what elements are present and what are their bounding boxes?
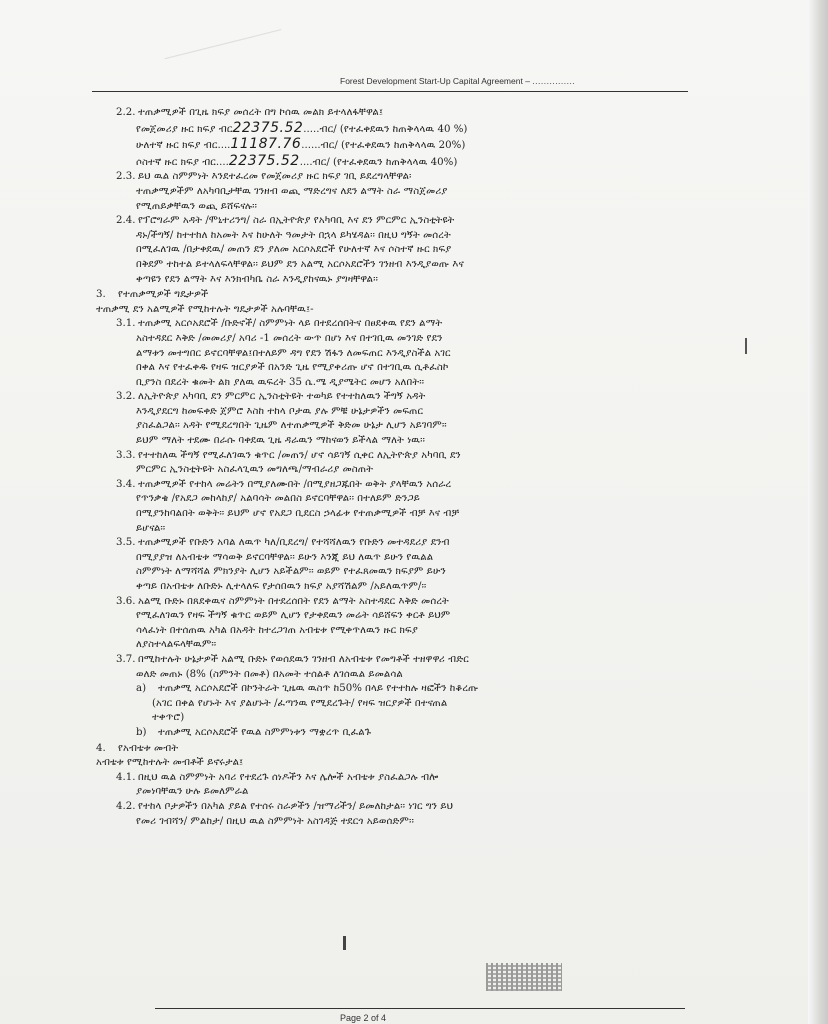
document-line — [96, 653, 686, 668]
line-text: በቀል እና የተፈቀዱ የዛፍ ዝርያዎች በአንድ ጊዜ የሚያቀሪጡ ሆኖ በተገቢዉ ሲቶፈስኮ — [136, 362, 449, 374]
line-text: የፕሮግራም አዳት /ሞኒተሪንግ/ ስራ በኢትዮጵያ የአካባቢ እና ደን ምርምር ኢንስቲትዩት — [138, 215, 455, 227]
line-text: ተጠቃሚዎች በጊዜ ክፍያ መሰረት በግ ኮሰዉ መልክ ይተላለፋቸዋል፤ — [138, 107, 384, 118]
document-line — [96, 815, 686, 830]
document-line — [96, 170, 686, 185]
line-text: ተጠቃሚ ደን አልሚዎች የሚከተሉት ግዴታዎች አሉባቸዉ፤- — [96, 303, 314, 315]
document-line — [96, 229, 686, 244]
clause-number: a) — [136, 683, 147, 695]
clause-number: 3.7. — [116, 653, 136, 665]
line-text: ተጠቃሚዎች የቡድን አባል ለዉጥ ካለ/ቢደረግ/ የተሻሻለዉን የቡድን መተዳደሪያ ደንብ — [138, 537, 450, 549]
margin-mark — [745, 338, 747, 354]
page-number: Page 2 of 4 — [340, 1013, 387, 1023]
line-tail: ....ብር/ (የተፈቀደዉን ከጠቅላላዉ 40%) — [299, 156, 458, 168]
document-line — [96, 361, 686, 376]
document-line — [96, 390, 686, 405]
line-text: ቀጣዩን የደን ልማት እና እንክብካቤ ስራ እንዲያከናዉኑ ያግዛቸዋል፡፡ — [136, 273, 378, 285]
document-line — [96, 580, 686, 595]
clause-number: 3.1. — [116, 318, 136, 330]
clause-number: 2.4. — [116, 215, 136, 227]
document-line — [96, 800, 686, 815]
line-text: ተጠቃሚዎችም ለአካባቢታቸዉ ገንዘብ ወጪ ማድረግና ለደን ልማት ስራ ማስጀመሪያ — [136, 185, 448, 197]
document-line — [96, 565, 686, 580]
clause-number: 3.2. — [116, 391, 136, 403]
clause-number: 3.3. — [116, 449, 136, 461]
line-text: ተጠቃሚ አርሶአደሮች /ቡድኖች/ ስምምነት ላይ በተደረሰበትና በፀደቀዉ የደን ልማት — [138, 318, 443, 330]
header-title: Forest Development Start-Up Capital Agreement – — [340, 76, 530, 86]
document-line — [96, 243, 686, 258]
line-text: ሳላፈነት በተሰጠዉ አካል በአዳት ከተረጋገጠ አብቴቱ የሚቀጥለዉን ዙር ክፍያ — [136, 624, 418, 636]
line-text: የመሪ ገብሻን/ ምልከታ/ በዚህ ዉል ስምምነት አስገዳጅ ተደርጎ አይወሰድም፡፡ — [136, 815, 414, 827]
line-text: ተጠቃሚዎች የተከላ መሬትን በሚያለሙበት /በሚያዘጋጁበት ወቅት ያላቸዉን አሰራረ — [138, 478, 452, 490]
document-line — [96, 742, 686, 757]
document-line — [96, 536, 686, 551]
line-text: በሚያንከባልበት ወቅት፡፡ ይህም ሆኖ የአደጋ ቢደርስ ኃላፊቱ የተጠቃሚዎች ብቻ እና ብቻ — [136, 508, 460, 520]
line-text: ዳኑ/ችግኝ/ ከተተከለ ከአመት እና ከሁለት ዓመታት በኋላ ይካሄዳል፡፡ በዚህ ግኝት መሰረት — [136, 229, 451, 241]
line-text: ለያስተላልፍላቸዉም፡፡ — [136, 639, 217, 651]
line-text: ቢያንስ በደረት ቁመት ልክ ያለዉ ዉፍረት 35 ሴ.ሜ ዲያሜትር መሆን አለበት፡፡ — [136, 376, 425, 388]
document-line — [96, 449, 686, 464]
document-line — [96, 726, 686, 741]
document-line — [96, 463, 686, 478]
line-text: አብቴቱ የሚከተሉት መብቶች ይኖሩታል፤ — [96, 757, 244, 769]
document-line — [96, 756, 686, 771]
clause-number: 3.4. — [116, 478, 136, 490]
document-line — [96, 595, 686, 610]
document-line — [96, 200, 686, 215]
document-line — [96, 121, 686, 138]
header-rule — [92, 91, 688, 92]
handwritten-amount: 22375.52 — [228, 153, 300, 169]
document-line — [96, 154, 686, 171]
line-text: የሚጠይቃቸዉን ወጪ ይሸፍናሉ፡፡ — [136, 200, 257, 212]
line-text: ተጠቃሚ አርሶአደሮች በኮንትራት ጊዜዉ ዉስጥ ከ50% በላይ የተተከሉ ዛፎችን ከቆረጡ — [158, 683, 479, 695]
line-text: የአብቴቱ መብት — [118, 742, 179, 754]
line-text: ሁለተኛ ዙር ክፍያ ብር.... — [136, 140, 231, 152]
line-text: ተቀጥሮ) — [152, 712, 185, 724]
clause-number: 3.5. — [116, 537, 136, 549]
page-fold-shadow — [808, 0, 828, 1024]
line-text: የተተከለዉ ችግኝ የሚፈለገዉን ቁጥር /መጠን/ ሆኖ ሳይገኝ ሲቀር ለኢትዮጵያ አካባቢ ደን — [138, 449, 461, 461]
document-line — [96, 551, 686, 566]
handwritten-amount: 22375.52 — [232, 120, 304, 136]
line-text: ሶስተኛ ዙር ክፍያ ብር.... — [136, 156, 229, 168]
document-line — [96, 434, 686, 449]
clause-number: 3. — [96, 289, 106, 301]
line-text: በሚከተሉት ሁኔታዎች አልሚ ቡድኑ የወሰደዉን ገንዘብ ለአብቴቱ የመግቶች ተዘዋዋሪ ብድር — [138, 653, 469, 665]
line-tail: .....ብር/ (የተፈቀደዉን ከጠቅላላዉ 40 %) — [303, 123, 468, 135]
line-text: የተጠቃሚዎች ግዴታዎች — [118, 289, 209, 301]
document-line — [96, 288, 686, 303]
document-line — [96, 697, 686, 712]
line-text: በዚህ ዉል ስምምነት አባሪ የተደረጉ ሰነዶችን እና ሌሎች አብቴቱ ያስፈልጋሉ ብሎ — [138, 771, 439, 783]
line-text: አስተዳደር እቅድ /መመሪያ/ አባሪ -1 መሰረት ውጥ በሆነ እና በተገቢዉ መንገድ የደን — [136, 332, 443, 344]
line-text: ያመነባቸዉን ሁሉ ይመለምራል — [136, 786, 249, 798]
clause-number: b) — [136, 726, 147, 738]
line-tail: ......ብር/ (የተፈቀደዉን ከጠቅላላዉ 20%) — [301, 140, 466, 152]
document-body — [96, 106, 686, 829]
document-line — [96, 492, 686, 507]
scan-mark — [343, 936, 346, 950]
line-text: የመጀመሪያ ዙር ክፍያ ብር — [136, 123, 233, 135]
document-line — [96, 624, 686, 639]
document-line — [96, 785, 686, 800]
document-line — [96, 332, 686, 347]
footer-rule — [155, 1008, 685, 1009]
line-text: ተጠቃሚ አርሶአደሮች የዉል ስምምነቱን ማቋረጥ ቢፈልጉ — [158, 726, 372, 738]
line-text: ይህም ማለት ተደሙ በራሱ ባቀደዉ ጊዜ ዳራዉን ማከናወን ይችላል ማለት ነዉ፡፡ — [136, 435, 425, 447]
header-dots: ............... — [532, 76, 576, 86]
document-line — [96, 106, 686, 121]
line-text: ይሆናል፡፡ — [136, 522, 166, 534]
document-line — [96, 185, 686, 200]
document-line — [96, 214, 686, 229]
document-line — [96, 668, 686, 683]
line-text: ልማቱን መተግበር ይኖርባቸዋል፤በተለይም ዳግ የደን ሽፋን ለመፍጠር እንዲያስችል አገር — [136, 347, 451, 359]
line-text: እንዲያደርግ ከመፍቀድ ጀምሮ እስከ ተከላ ቦታዉ ያሉ ምቹ ሁኔታዎችን መፍጠር — [136, 405, 424, 417]
document-line — [96, 507, 686, 522]
document-line — [96, 347, 686, 362]
document-line — [96, 478, 686, 493]
document-line — [96, 522, 686, 537]
handwritten-amount: 11187.76 — [230, 137, 302, 153]
running-header — [340, 76, 685, 86]
line-text: ያስፈልጋል፡፡ አዳት የሚደረግበት ጊዜም ለተጠቃሚዎች ቅድመ ሁኔታ ሊሆን አይገባም፡፡ — [136, 420, 447, 432]
document-line — [96, 771, 686, 786]
paper-crease — [150, 0, 281, 59]
document-line — [96, 638, 686, 653]
clause-number: 4.1. — [116, 771, 136, 783]
line-text: በሚያያዝ ለአብቴቱ ማሳወቅ ይኖርባቸዋል፡፡ ይሁን እንጂ ይህ ለዉጥ ይሁን የዉልል — [136, 551, 434, 563]
document-line — [96, 137, 686, 154]
line-text: የጥንቃቄ /የአደጋ መከላከያ/ አልባሳት መልበስ ይኖርባቸዋል፡፡ በተለይም ድንጋይ — [136, 493, 420, 505]
document-line — [96, 419, 686, 434]
line-text: በሚፈለገዉ /በታቀደዉ/ መጠን ደን ያለመ አርሶአደሮች የሁለተኛ እና ሶስተኛ ዙር ክፍያ — [136, 244, 452, 256]
clause-number: 2.3. — [116, 171, 136, 183]
line-text: ለኢትዮጵያ አካባቢ ደን ምርምር ኢንስቲትዩት ተወካይ የተተከለዉን ችግኝ አዳት — [138, 391, 426, 403]
document-line — [96, 258, 686, 273]
document-line — [96, 405, 686, 420]
document-line — [96, 317, 686, 332]
barcode-stamp — [486, 963, 562, 991]
document-line — [96, 682, 686, 697]
clause-number: 3.6. — [116, 595, 136, 607]
line-text: የተከላ ቦታዎችን በአካል ያይል የተሰሩ ስራዎችን /ዝማሪችን/ ይመለከታል፡፡ ነገር ግን ይህ — [138, 800, 454, 812]
clause-number: 2.2. — [116, 107, 136, 118]
document-line — [96, 711, 686, 726]
document-line — [96, 273, 686, 288]
clause-number: 4. — [96, 742, 106, 754]
document-line — [96, 303, 686, 318]
line-text: (አገር በቀል የሆኑት እና ያልሆኑት /ፈጣንዉ የሚደረጉት/ የዛፍ ዝርያዎች በተናጠል — [152, 697, 448, 709]
line-text: ይህ ዉል ስምምነት እንደተፈረመ የመጀመሪያ ዙር ክፍያ ገቢ ይደረግላቸዋል፡ — [138, 171, 412, 183]
line-text: አልሚ ቡድኑ በጸደቀዉና ስምምነት በተደረሰበት የደን ልማት አስተዳደር እቅድ መሰረት — [138, 595, 449, 607]
clause-number: 4.2. — [116, 800, 136, 812]
document-line — [96, 609, 686, 624]
line-text: ቀጣይ በአብቴቱ ለቡድኑ ሊተላለፍ የታሰበዉን ክፍያ አያሻሽልም /አይለዉጥም/፡፡ — [136, 581, 427, 592]
line-text: የሚፈለገዉን የዛፍ ችግኝ ቁጥር ወይም ሊሆን የታቀደዉን መሬት ሳይሸፍን ቀርቶ ይህም — [136, 610, 451, 622]
document-line — [96, 376, 686, 391]
line-text: በቅደም ተከተል ይተላለፍላቸዋል፡፡ ይህም ደን አልሚ አርሶአደሮችን ገንዘብ እንዲያወጡ እና — [136, 258, 464, 270]
line-text: ወለድ መጠኑ (8% (ስምንት በመቶ) በአመት ተሰልቶ ለገሰዉል ይመልሳል — [136, 668, 403, 680]
line-text: ስምምነት ለማሻሻል ምክንያት ሊሆን አይችልም፡፡ ወይም የተፈጸመዉን ክፍያም ይሁን — [136, 566, 446, 578]
line-text: ምርምር ኢንስቲትዩት አስፈላጊዉን መግለጫ/ማብራሪያ መስጠት — [136, 464, 374, 476]
